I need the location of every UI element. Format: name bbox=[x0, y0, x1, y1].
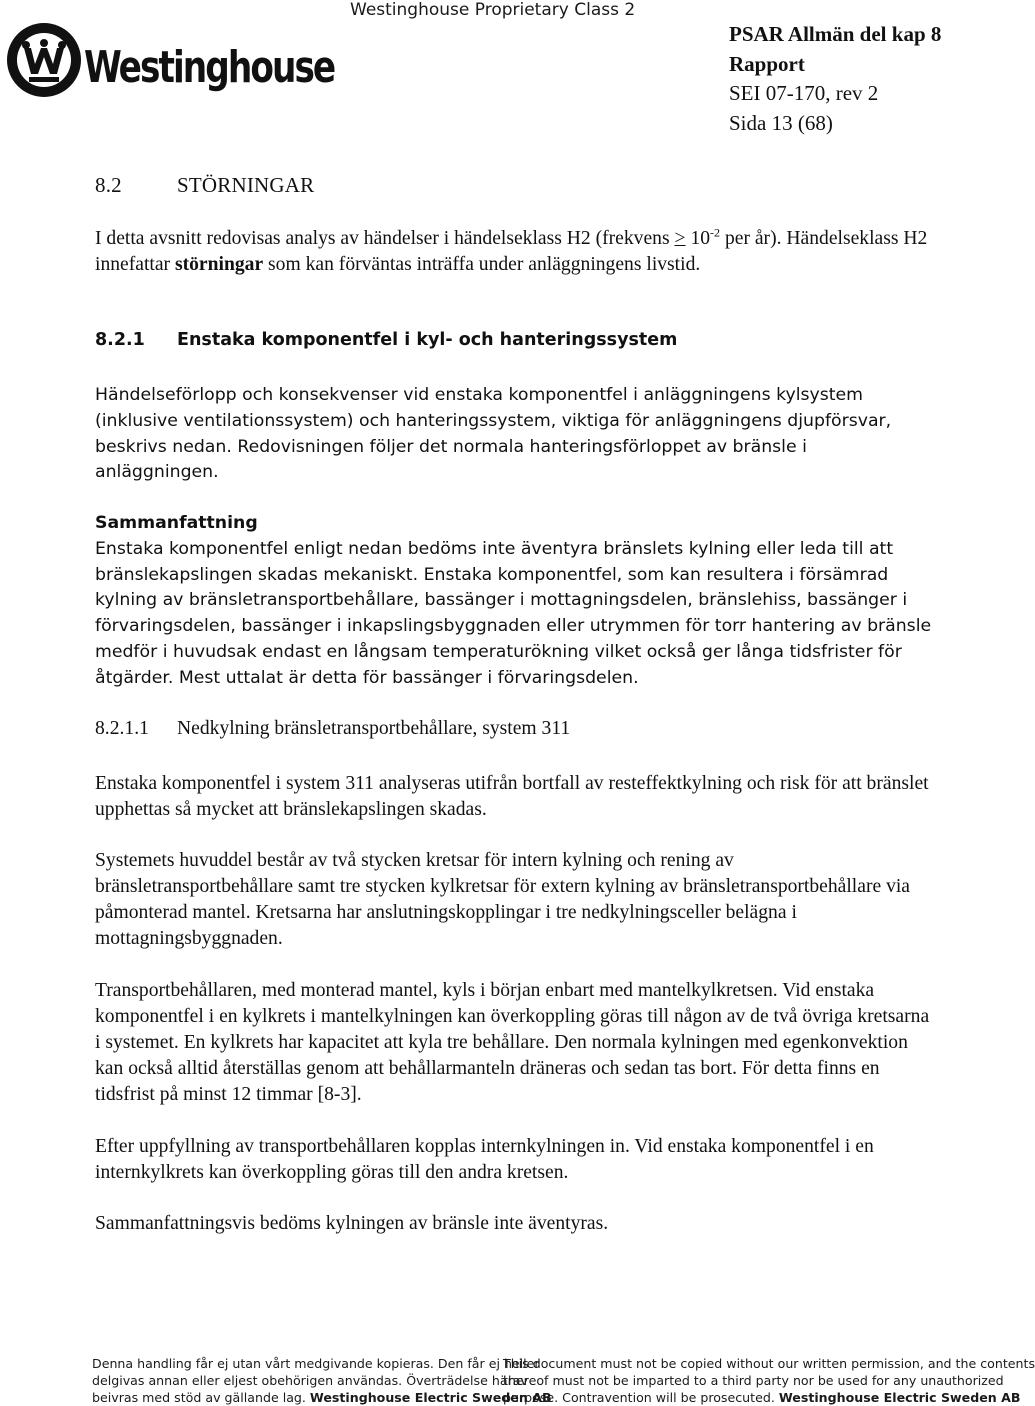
footer-english bbox=[503, 1355, 1035, 1406]
paragraph-consequences bbox=[95, 383, 935, 486]
classification-label: Westinghouse Proprietary Class 2 bbox=[350, 0, 636, 20]
intro-text-a: I detta avsnitt redovisas analys av händelser i händelseklass H2 (frekvens bbox=[95, 228, 675, 249]
subsubsection-heading bbox=[95, 718, 570, 740]
footer-left-company: Westinghouse Electric Sweden AB bbox=[309, 1390, 552, 1405]
intro-paragraph bbox=[95, 226, 935, 278]
footer-left-line: delgivas annan eller eljest obehörigen användas. Överträdelse härav bbox=[92, 1373, 528, 1388]
subsection-title: Enstaka komponentfel i kyl- och hanteringssystem bbox=[177, 330, 678, 350]
subsection-heading bbox=[95, 330, 677, 350]
summary-text bbox=[95, 537, 935, 692]
logo-wordmark: Westinghouse bbox=[84, 42, 335, 93]
paragraph: Enstaka komponentfel i system 311 analyseras utifrån bortfall av resteffektkylning och risk för att bränslet upphettas så mycket att bränslekapslingen skadas. bbox=[95, 773, 929, 820]
footer-swedish bbox=[92, 1355, 552, 1406]
subsection-number: 8.2.1 bbox=[95, 330, 145, 350]
footer-right-company: Westinghouse Electric Sweden AB bbox=[778, 1390, 1021, 1405]
doc-title: PSAR Allmän del kap 8 bbox=[729, 22, 942, 46]
intro-text-b: 10 bbox=[685, 228, 711, 249]
summary-text-a: Enstaka komponentfel enligt nedan bedöms inte äventyra bränslets kylning eller leda till att bränslekapslingen skadas mekaniskt. bbox=[95, 538, 894, 585]
subsubsection-title: Nedkylning bränsletransportbehållare, system 311 bbox=[177, 718, 571, 739]
para1-text-b: Redovisningen följer det normala hanteringsförloppet av bränsle i anläggningen. bbox=[95, 436, 807, 483]
westinghouse-circle-w-icon bbox=[4, 12, 84, 108]
footer-right-line: This document must not be copied without our written permission, and the contents bbox=[503, 1356, 1035, 1371]
footer-left-line: Denna handling får ej utan vårt medgivande kopieras. Den får ej heller bbox=[92, 1356, 540, 1371]
intro-text-d: som kan förväntas inträffa under anläggningens livstid. bbox=[263, 254, 701, 275]
paragraph: Transportbehållaren, med monterad mantel, kyls i början enbart med mantelkylkretsen. Vid enstaka komponentfel i en kylkrets i mantelkylningen kan överkoppling göras till någon av de två övriga kretsarna i systemet. En kylkrets har kapacitet att kyla tre behållare. Den normala kylningen med egenkonvektion kan också alltid återställas genom att behållarmanteln dräneras och sedan tas bort. För detta finns en tidsfrist på minst 12 timmar [8-3]. bbox=[95, 980, 930, 1105]
section-heading bbox=[95, 173, 314, 198]
footer-right-line: purpose. Contravention will be prosecuted. bbox=[503, 1390, 779, 1405]
footer-right-line: thereof must not be imparted to a third party nor be used for any unauthorized bbox=[503, 1373, 1004, 1388]
exponent: -2 bbox=[710, 225, 721, 240]
paragraph: Efter uppfyllning av transportbehållaren kopplas internkylningen in. Vid enstaka komponentfel i en internkylkrets kan överkoppling göras till den andra kretsen. bbox=[95, 1136, 874, 1183]
paragraph: Sammanfattningsvis bedöms kylningen av bränsle inte äventyras. bbox=[95, 1213, 609, 1234]
greater-equal-symbol: > bbox=[674, 228, 686, 249]
doc-id: SEI 07-170, rev 2 bbox=[729, 81, 879, 105]
subsubsection-number: 8.2.1.1 bbox=[95, 718, 149, 739]
document-header-info bbox=[729, 20, 941, 138]
company-logo bbox=[4, 12, 334, 108]
para1-text-a: Händelseförlopp och konsekvenser vid enstaka komponentfel i anläggningens kylsystem (inklusive ventilationssystem) och hanteringssystem, viktiga för anläggningens djupförsvar, beskrivs nedan. bbox=[95, 385, 892, 457]
section-number: 8.2 bbox=[95, 173, 122, 197]
intro-bold-term: störningar bbox=[174, 254, 264, 275]
summary-heading: Sammanfattning bbox=[95, 513, 258, 533]
footer-left-line: beivras med stöd av gällande lag. bbox=[92, 1390, 310, 1405]
intro-text-c: per år). Händelseklass H2 innefattar bbox=[95, 228, 928, 275]
summary-block bbox=[95, 511, 935, 692]
page-number: Sida 13 (68) bbox=[729, 110, 833, 135]
doc-type: Rapport bbox=[729, 51, 805, 76]
section-title: STÖRNINGAR bbox=[177, 173, 315, 197]
paragraph: Systemets huvuddel består av två stycken kretsar för intern kylning och rening av bränsletransportbehållare samt tre stycken kylkretsar för extern kylning av bränsletransportbehållare via påmonterad mantel. Kretsarna har anslutningskopplingar i tre nedkylningsceller belägna i mottagningsbyggnaden. bbox=[95, 850, 911, 949]
summary-text-b: Enstaka komponentfel, som kan resultera i försämrad kylning av bränsletransportbehållare, bassänger i mottagningsdelen, bränslehiss, bassänger i förvaringsdelen, bassänger i inkapslingsbyggnaden eller utrymmen för torr hantering av bränsle medför i huvudsak endast en långsam temperaturökning vilket också ger långa tidsfrister för åtgärder. Mest uttalat är detta för bassänger i förvaringsdelen. bbox=[95, 564, 932, 688]
